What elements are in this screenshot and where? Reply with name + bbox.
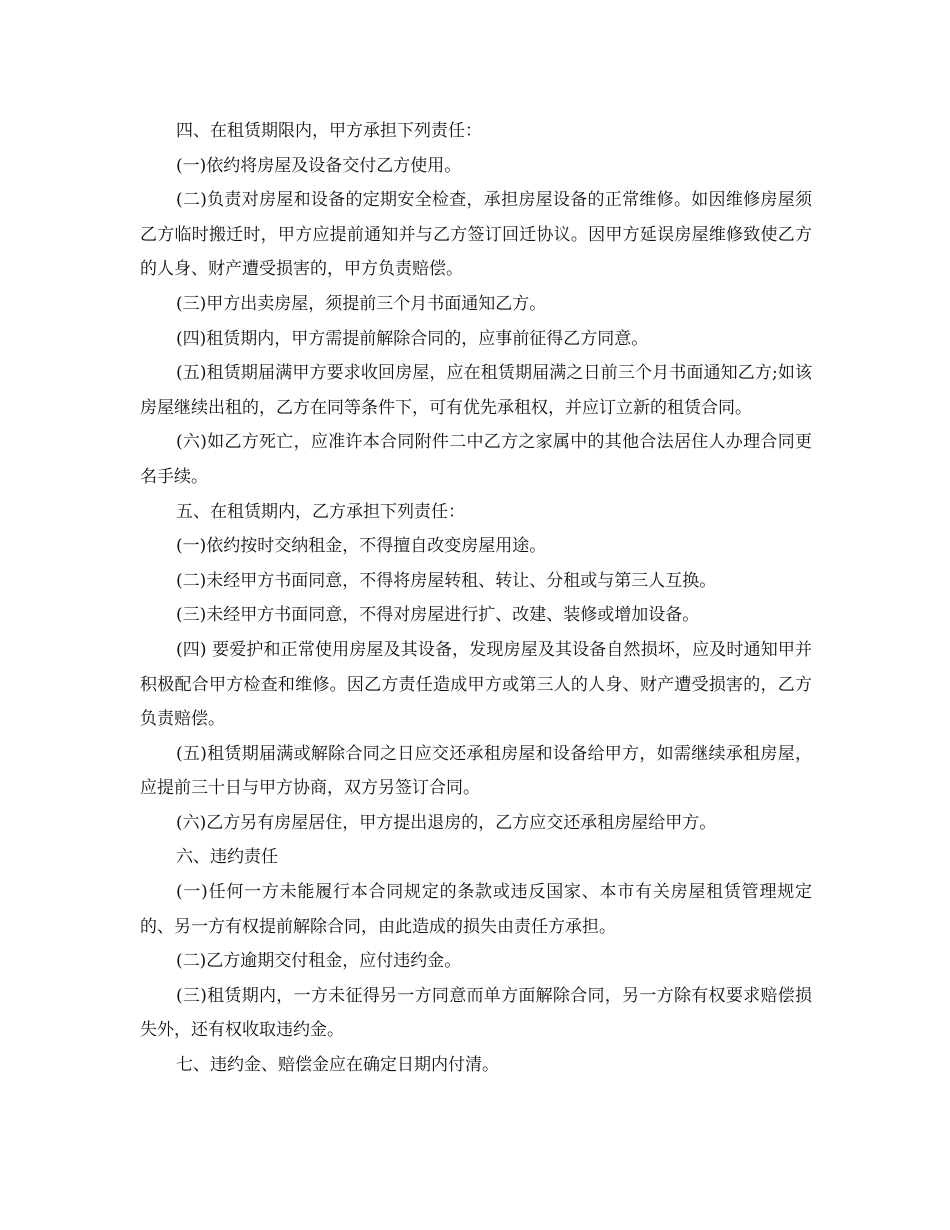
section-heading-6: 六、违约责任 xyxy=(176,847,278,868)
clause-5-2: (二)未经甲方书面同意，不得将房屋转租、转让、分租或与第三人互换。 xyxy=(176,570,717,591)
clause-4-6: (六)如乙方死亡，应准许本合同附件二中乙方之家属中的其他合法居住人办理合同更名手续。 xyxy=(140,432,812,487)
section-heading-7: 七、违约金、赔偿金应在确定日期内付清。 xyxy=(176,1055,499,1076)
clause-5-4: (四) 要爱护和正常使用房屋及其设备，发现房屋及其设备自然损坏，应及时通知甲并积极配合甲方检查和维修。因乙方责任造成甲方或第三人的人身、财产遭受损害的，乙方负责赔偿。 xyxy=(140,639,812,730)
clause-5-3: (三)未经甲方书面同意，不得对房屋进行扩、改建、装修或增加设备。 xyxy=(176,605,700,626)
section-heading-5: 五、在租赁期内，乙方承担下列责任： xyxy=(176,501,465,522)
clause-6-1: (一)任何一方未能履行本合同规定的条款或违反国家、本市有关房屋租赁管理规定的、另一方有权提前解除合同，由此造成的损失由责任方承担。 xyxy=(140,882,812,937)
clause-4-3: (三)甲方出卖房屋，须提前三个月书面通知乙方。 xyxy=(176,293,547,314)
clause-5-6: (六)乙方另有房屋居住，甲方提出退房的，乙方应交还承租房屋给甲方。 xyxy=(176,812,717,833)
clause-6-2: (二)乙方逾期交付租金，应付违约金。 xyxy=(176,951,462,972)
clause-4-4: (四)租赁期内，甲方需提前解除合同的，应事前征得乙方同意。 xyxy=(176,328,649,349)
clause-5-1: (一)依约按时交纳租金，不得擅自改变房屋用途。 xyxy=(176,536,547,557)
clause-4-1: (一)依约将房屋及设备交付乙方使用。 xyxy=(176,155,462,176)
document-body xyxy=(140,114,812,1083)
clause-6-3: (三)租赁期内，一方未征得另一方同意而单方面解除合同，另一方除有权要求赔偿损失外，还有权收取违约金。 xyxy=(140,985,812,1041)
clause-4-2: (二)负责对房屋和设备的定期安全检查，承担房屋设备的正常维修。如因维修房屋须乙方临时搬迁时，甲方应提前通知并与乙方签订回迁协议。因甲方延误房屋维修致使乙方的人身、财产遭受损害的，甲方负责赔偿。 xyxy=(140,190,812,280)
clause-5-5: (五)租赁期届满或解除合同之日应交还承租房屋和设备给甲方，如需继续承租房屋，应提前三十日与甲方协商，双方另签订合同。 xyxy=(140,743,812,799)
section-heading-4: 四、在租赁期限内，甲方承担下列责任： xyxy=(176,121,482,141)
clause-4-5: (五)租赁期届满甲方要求收回房屋，应在租赁期届满之日前三个月书面通知乙方;如该房屋继续出租的，乙方在同等条件下，可有优先承租权，并应订立新的租赁合同。 xyxy=(140,363,812,418)
